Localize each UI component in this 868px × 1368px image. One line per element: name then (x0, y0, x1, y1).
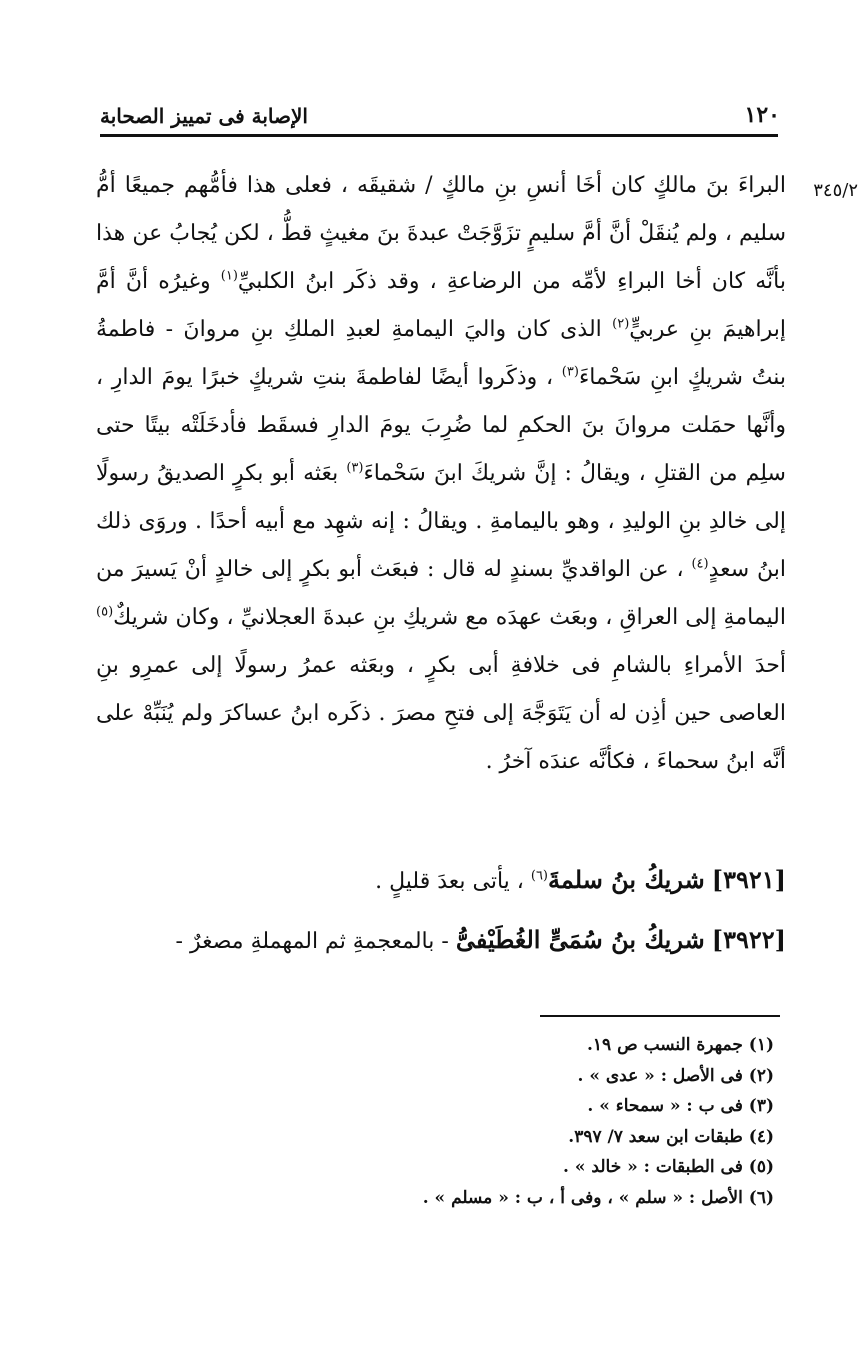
entry-heading (96, 916, 786, 966)
footnote: (٦) الأصل : « سلم » ، وفى أ ، ب : « مسلم » . (422, 1187, 774, 1208)
footnote-marker: (٢) (612, 316, 630, 332)
footnote-marker: (٣) (346, 460, 364, 476)
entry-text: - بالمعجمةِ ثم المهملةِ مصغرٌ - (175, 929, 456, 954)
text-segment: الذى كان واليَ اليمامةِ لعبدِ الملكِ بنِ مروانَ - فاطمةُ بنتُ شريكٍ ابنِ سَحْماءَ (96, 317, 787, 390)
main-text (96, 162, 786, 786)
entry-name: شريكُ بنُ سُمَىٍّ الغُطَيْفىُّ (455, 925, 705, 954)
footnote: (٤) طبقات ابن سعد ٧/ ٣٩٧. (568, 1126, 774, 1147)
page-header (100, 88, 780, 128)
footnote: (١) جمهرة النسب ص ١٩. (587, 1035, 774, 1055)
margin-reference: ٣٤٥/٢ (813, 180, 858, 201)
entry-text: ، يأتى بعدَ قليلٍ . (375, 869, 531, 894)
main-paragraph (96, 162, 786, 786)
text-segment: أحدَ الأمراءِ بالشامِ فى خلافةِ أبى بكرٍ ، وبعَثه عمرُ رسولًا إلى عمرِو بنِ العاصى حين أذِن له أن يَتَوَجَّهَ إلى فتحِ مصرَ . ذكَره ابنُ عساكرَ ولم يُنَبِّهْ على أنَّه ابنُ سحماءَ ، فكأنَّه عندَه آخرُ . (96, 653, 786, 774)
text-segment: ، وذكَروا أيضًا لفاطمةَ بنتِ شريكٍ خبرًا يومَ الدارِ ، وأنَّها حمَلت مروانَ بنَ الحكمِ لما ضُرِبَ يومَ الدارِ فسقَط فأدخَلَتْه بيتًا حتى سلِم من القتلِ ، ويقالُ : إنَّ شريكَ ابنَ سَحْماءَ (96, 365, 786, 486)
text-segment: ، عن الواقديِّ بسندٍ له قال : فبعَث أبو بكرٍ إلى خالدٍ أنْ يَسيرَ من اليمامةِ إلى العراقِ ، وبعَث عهدَه مع شريكِ بنِ عبدةَ العجلانيِّ ، وكان شريكٌ (96, 557, 786, 630)
footnote: (٥) فى الطبقات : « خالد » . (563, 1157, 774, 1177)
page-number: ١٢٠ (744, 102, 780, 128)
text-segment: البراءَ بنَ مالكٍ كان أخَا أنسِ بنِ مالكٍ / شقيقَه ، فعلى هذا فأمُّهم جميعًا أمُّ سليم ، ولم يُنقَلْ أنَّ أمَّ سليمٍ تزَوَّجَتْ عبدةَ بنَ مغيثٍ قطُّ ، لكن يُجابُ عن هذا بأنَّه كان أخا البراءِ لأمِّه من الرضاعةِ ، وقد ذكَر ابنُ الكلبيِّ (96, 173, 786, 294)
entry-number: [٣٩٢١] (711, 865, 786, 894)
text-segment: بعَثه أبو بكرٍ الصديقُ رسولًا إلى خالدِ بنِ الوليدِ ، وهو باليمامةِ . ويقالُ : إنه شهِد مع أبيه أحدًا . وروَى ذلك ابنُ سعدٍ (96, 461, 786, 582)
footnote: (٣) فى ب : « سمحاء » . (587, 1096, 774, 1116)
running-title: الإصابة فى تمييز الصحابة (100, 104, 308, 128)
footnote-marker: (١) (220, 268, 238, 284)
header-divider (100, 134, 778, 137)
footnotes (214, 1030, 774, 1213)
footnote-marker: (٦) (530, 868, 548, 884)
footnote-divider (540, 1015, 780, 1017)
footnote-marker: (٤) (691, 556, 709, 572)
footnote-marker: (٥) (96, 604, 114, 620)
text-segment: وغيرُه أنَّ أمَّ إبراهيمَ بنِ عربيٍّ (96, 269, 786, 342)
footnote: (٢) فى الأصل : « عدى » . (577, 1065, 774, 1086)
entry-heading (96, 856, 786, 906)
entry-number: [٣٩٢٢] (711, 925, 786, 954)
entry-name: شريكُ بنُ سلمةَ (548, 865, 705, 894)
footnote-marker: (٣) (561, 364, 579, 380)
